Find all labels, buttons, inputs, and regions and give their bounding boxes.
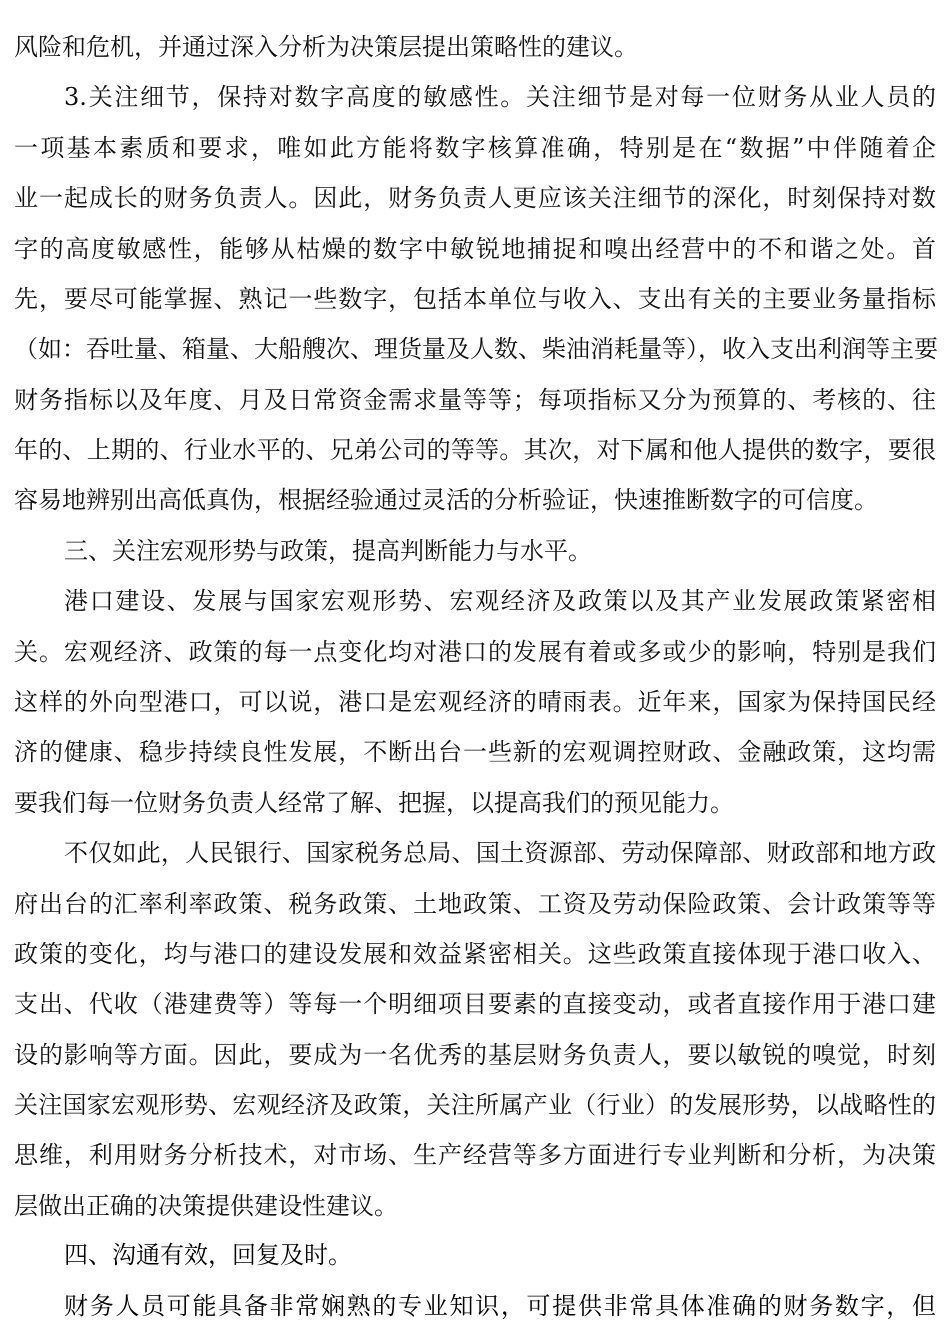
text-line: 港口建设、发展与国家宏观形势、宏观经济及政策以及其产业发展政策紧密相 [64, 587, 936, 616]
text-line: 一项基本素质和要求，唯如此方能将数字核算准确，特别是在“数据”中伴随着企 [14, 133, 936, 162]
text-line: 设的影响等方面。因此，要成为一名优秀的基层财务负责人，要以敏锐的嗅觉，时刻 [14, 1040, 936, 1069]
text-line: 3.关注细节，保持对数字高度的敏感性。关注细节是对每一位财务从业人员的 [64, 83, 936, 112]
text-line: 要我们每一位财务负责人经常了解、把握，以提高我们的预见能力。 [14, 788, 734, 817]
text-line: 思维，利用财务分析技术，对市场、生产经营等多方面进行专业判断和分析，为决策 [14, 1141, 936, 1170]
text-line: 不仅如此，人民银行、国家税务总局、国土资源部、劳动保障部、财政部和地方政 [64, 839, 936, 868]
text-line: 财务指标以及年度、月及日常资金需求量等等；每项指标又分为预算的、考核的、往 [14, 385, 936, 414]
section-heading: 四、沟通有效，回复及时。 [64, 1243, 352, 1270]
section-heading: 三、关注宏观形势与政策，提高判断能力与水平。 [64, 536, 592, 565]
text-line: 府出台的汇率利率政策、税务政策、土地政策、工资及劳动保险政策、会计政策等等 [14, 889, 936, 918]
text-line: （如：吞吐量、箱量、大船艘次、理货量及人数、柴油消耗量等），收入支出利润等主要 [14, 335, 938, 364]
text-line: 容易地辨别出高低真伪，根据经验通过灵活的分析验证，快速推断数字的可信度。 [14, 486, 878, 515]
text-line: 字的高度敏感性，能够从枯燥的数字中敏锐地捕捉和嗅出经营中的不和谐之处。首 [14, 234, 936, 263]
text-line: 支出、代收（港建费等）等每一个明细项目要素的直接变动，或者直接作用于港口建 [14, 990, 936, 1019]
text-line: 关。宏观经济、政策的每一点变化均对港口的发展有着或多或少的影响，特别是我们 [14, 637, 936, 666]
text-line: 先，要尽可能掌握、熟记一些数字，包括本单位与收入、支出有关的主要业务量指标 [14, 284, 936, 313]
text-line: 关注国家宏观形势、宏观经济及政策，关注所属产业（行业）的发展形势，以战略性的 [14, 1091, 936, 1120]
text-line: 风险和危机，并通过深入分析为决策层提出策略性的建议。 [14, 33, 638, 61]
text-line: 层做出正确的决策提供建设性建议。 [14, 1191, 398, 1220]
text-line: 业一起成长的财务负责人。因此，财务负责人更应该关注细节的深化，时刻保持对数 [14, 184, 936, 213]
text-line: 年的、上期的、行业水平的、兄弟公司的等等。其次，对下属和他人提供的数字，要很 [14, 436, 936, 465]
text-line: 这样的外向型港口，可以说，港口是宏观经济的晴雨表。近年来，国家为保持国民经 [14, 688, 936, 716]
text-line: 财务人员可能具备非常娴熟的专业知识，可提供非常具体准确的财务数字，但 [64, 1293, 936, 1320]
text-line: 政策的变化，均与港口的建设发展和效益紧密相关。这些政策直接体现于港口收入、 [14, 939, 936, 968]
text-line: 济的健康、稳步持续良性发展，不断出台一些新的宏观调控财政、金融政策，这均需 [14, 738, 936, 767]
